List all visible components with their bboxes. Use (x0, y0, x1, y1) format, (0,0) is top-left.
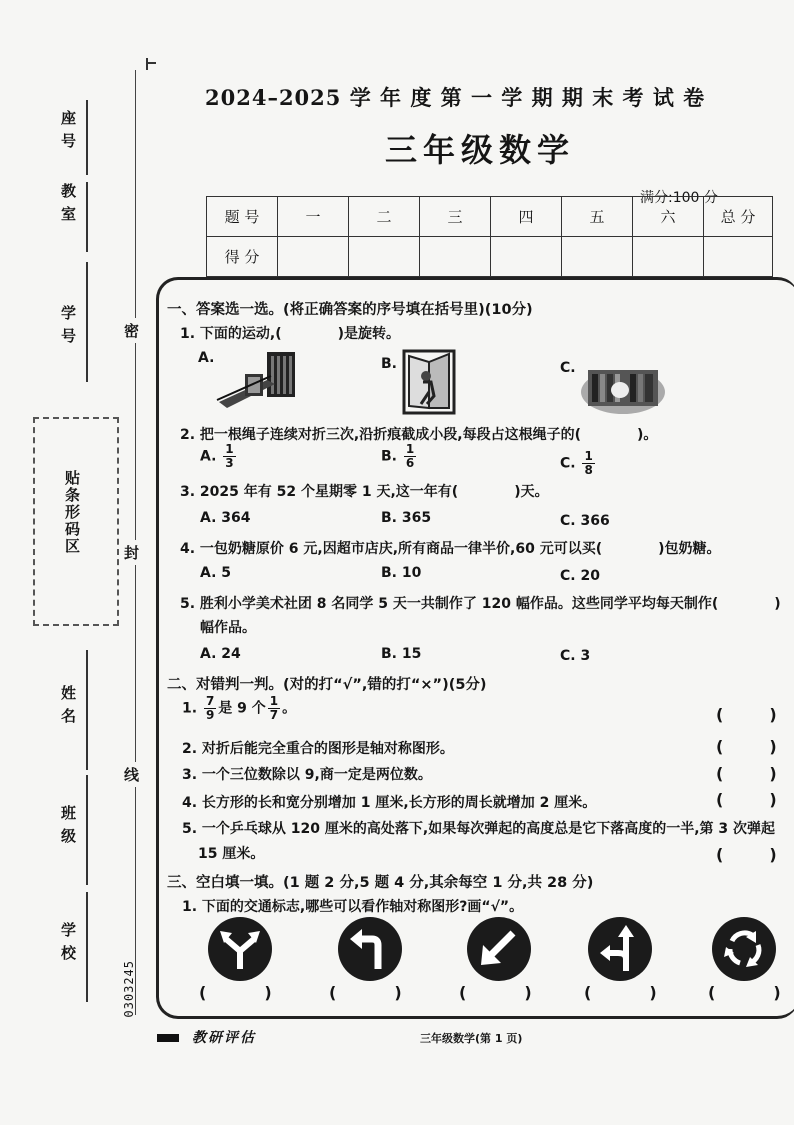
s1-q5-option-b[interactable]: B. 15 (381, 646, 422, 662)
label-seat: 座号 (59, 110, 77, 156)
label-school: 学校 (59, 922, 77, 968)
binding-top-mark-h (146, 62, 156, 64)
bookshelf-image (580, 362, 666, 416)
s1-q3-option-c[interactable]: C. 366 (560, 513, 610, 529)
score-cell-6[interactable] (633, 237, 704, 277)
judge-bracket-4[interactable]: ( ) (716, 790, 777, 809)
judge-bracket-3[interactable]: ( ) (716, 764, 777, 783)
seal-char-feng: 封 (124, 540, 139, 565)
score-col-6: 六 (633, 197, 704, 237)
score-cell-1[interactable] (278, 237, 349, 277)
s1-q5-option-a[interactable]: A. 24 (200, 646, 241, 662)
underline-room (86, 182, 88, 252)
s1-q2-option-a[interactable]: A. $\frac{1}{3}$ (200, 442, 234, 470)
down-left-arrow-icon (467, 917, 531, 981)
escalator-image (215, 350, 297, 410)
underline-class (86, 775, 88, 885)
s1-q2-stem: 2. 把一根绳子连续对折三次,沿折痕截成小段,每段占这根绳子的( )。 (180, 427, 658, 443)
footer-bar (157, 1034, 179, 1042)
score-col-5: 五 (562, 197, 633, 237)
seal-char-mi: 密 (124, 318, 139, 343)
underline-name (86, 650, 88, 770)
split-arrow-icon (208, 917, 272, 981)
score-cell-total[interactable] (704, 237, 773, 277)
s1-q3-stem: 3. 2025 年有 52 个星期零 1 天,这一年有( )天。 (180, 484, 549, 500)
score-cell-5[interactable] (562, 237, 633, 277)
score-label-qnum: 题 号 (207, 197, 278, 237)
score-col-4: 四 (491, 197, 562, 237)
fraction: $\frac{1}{3}$ (225, 442, 234, 470)
score-col-total: 总 分 (704, 197, 773, 237)
underline-id (86, 262, 88, 382)
barcode-label: 贴条形码区 (63, 470, 81, 555)
serial-number: 0303245 (122, 960, 136, 1018)
section3-heading: 三、空白填一填。(1 题 2 分,5 题 4 分,其余每空 1 分,共 28 分) (167, 875, 594, 891)
s1-q4-option-a[interactable]: A. 5 (200, 565, 232, 581)
s2-q3: 3. 一个三位数除以 9,商一定是两位数。 (182, 767, 432, 783)
sign-bracket-2[interactable]: ( ) (329, 983, 402, 1002)
footer-page: 三年级数学(第 1 页) (420, 1032, 523, 1045)
binding-top-mark (146, 58, 148, 70)
fraction: $\frac{1}{8}$ (584, 449, 593, 477)
sign-bracket-1[interactable]: ( ) (199, 983, 272, 1002)
fraction: $\frac{7}{9}$ (205, 694, 215, 722)
s1-q1-option-a[interactable]: A. (198, 350, 215, 366)
underline-seat (86, 100, 88, 175)
s1-q1-option-c[interactable]: C. (560, 360, 576, 376)
score-col-3: 三 (420, 197, 491, 237)
label-name: 姓名 (59, 685, 77, 731)
score-table (206, 196, 773, 277)
s1-q5-option-c[interactable]: C. 3 (560, 648, 591, 664)
judge-bracket-1[interactable]: ( ) (716, 705, 777, 724)
score-label-score: 得 分 (207, 237, 278, 277)
section2-heading: 二、对错判一判。(对的打“√”,错的打“×”)(5分) (167, 677, 487, 693)
fraction: $\frac{1}{7}$ (269, 694, 279, 722)
fraction: $\frac{1}{6}$ (405, 442, 415, 470)
judge-bracket-5[interactable]: ( ) (716, 845, 777, 864)
s1-q3-option-b[interactable]: B. 365 (381, 510, 432, 526)
s2-q5-cont: 15 厘米。 (198, 846, 265, 862)
s1-q4-stem: 4. 一包奶糖原价 6 元,因超市店庆,所有商品一律半价,60 元可以买( )包奶糖。 (180, 541, 721, 557)
s2-q5: 5. 一个乒乓球从 120 厘米的高处落下,如果每次弹起的高度总是它下落高度的一半,第 3 次弹起 (182, 821, 776, 837)
footer-publisher: 教研评估 (192, 1030, 256, 1046)
s2-q1: 1. $\frac{7}{9}$ 是 9 个 $\frac{1}{7}$ 。 (182, 694, 297, 722)
score-col-1: 一 (278, 197, 349, 237)
score-cell-3[interactable] (420, 237, 491, 277)
full-marks: 满分:100 分 (640, 190, 718, 206)
s1-q4-option-b[interactable]: B. 10 (381, 565, 422, 581)
s1-q2-option-c[interactable]: C. $\frac{1}{8}$ (560, 449, 593, 477)
s1-q3-option-a[interactable]: A. 364 (200, 510, 251, 526)
revolving-door-image (401, 348, 457, 416)
roundabout-icon (712, 917, 776, 981)
sign-bracket-5[interactable]: ( ) (708, 983, 781, 1002)
sign-bracket-4[interactable]: ( ) (584, 983, 657, 1002)
s1-q5-stem: 5. 胜利小学美术社团 8 名同学 5 天一共制作了 120 幅作品。这些同学平均每天制作( ) (180, 596, 781, 612)
score-cell-2[interactable] (349, 237, 420, 277)
turn-left-icon (338, 917, 402, 981)
score-table-score-row (207, 237, 773, 277)
s1-q1-stem: 1. 下面的运动,( )是旋转。 (180, 326, 401, 342)
score-col-2: 二 (349, 197, 420, 237)
judge-bracket-2[interactable]: ( ) (716, 737, 777, 756)
s1-q5-stem-cont: 幅作品。 (200, 620, 256, 636)
score-table-header-row (207, 197, 773, 237)
subject-title: 三年级数学 (384, 131, 575, 169)
seal-char-xian: 线 (124, 762, 139, 787)
section1-heading: 一、答案选一选。(将正确答案的序号填在括号里)(10分) (167, 302, 533, 318)
s1-q4-option-c[interactable]: C. 20 (560, 568, 600, 584)
label-student-id: 学号 (59, 305, 77, 351)
label-room: 教室 (59, 183, 77, 229)
s2-q2: 2. 对折后能完全重合的图形是轴对称图形。 (182, 741, 454, 757)
label-class: 班级 (59, 805, 77, 851)
sign-bracket-3[interactable]: ( ) (459, 983, 532, 1002)
exam-title: 2024–2025 学 年 度 第 一 学 期 期 末 考 试 卷 (205, 85, 706, 110)
s1-q2-option-b[interactable]: B. $\frac{1}{6}$ (381, 442, 415, 470)
straight-or-left-icon (588, 917, 652, 981)
underline-school (86, 892, 88, 1002)
s1-q1-option-b[interactable]: B. (381, 356, 397, 372)
score-cell-4[interactable] (491, 237, 562, 277)
s3-q1-stem: 1. 下面的交通标志,哪些可以看作轴对称图形?画“√”。 (182, 899, 524, 915)
s2-q4: 4. 长方形的长和宽分别增加 1 厘米,长方形的周长就增加 2 厘米。 (182, 795, 597, 811)
